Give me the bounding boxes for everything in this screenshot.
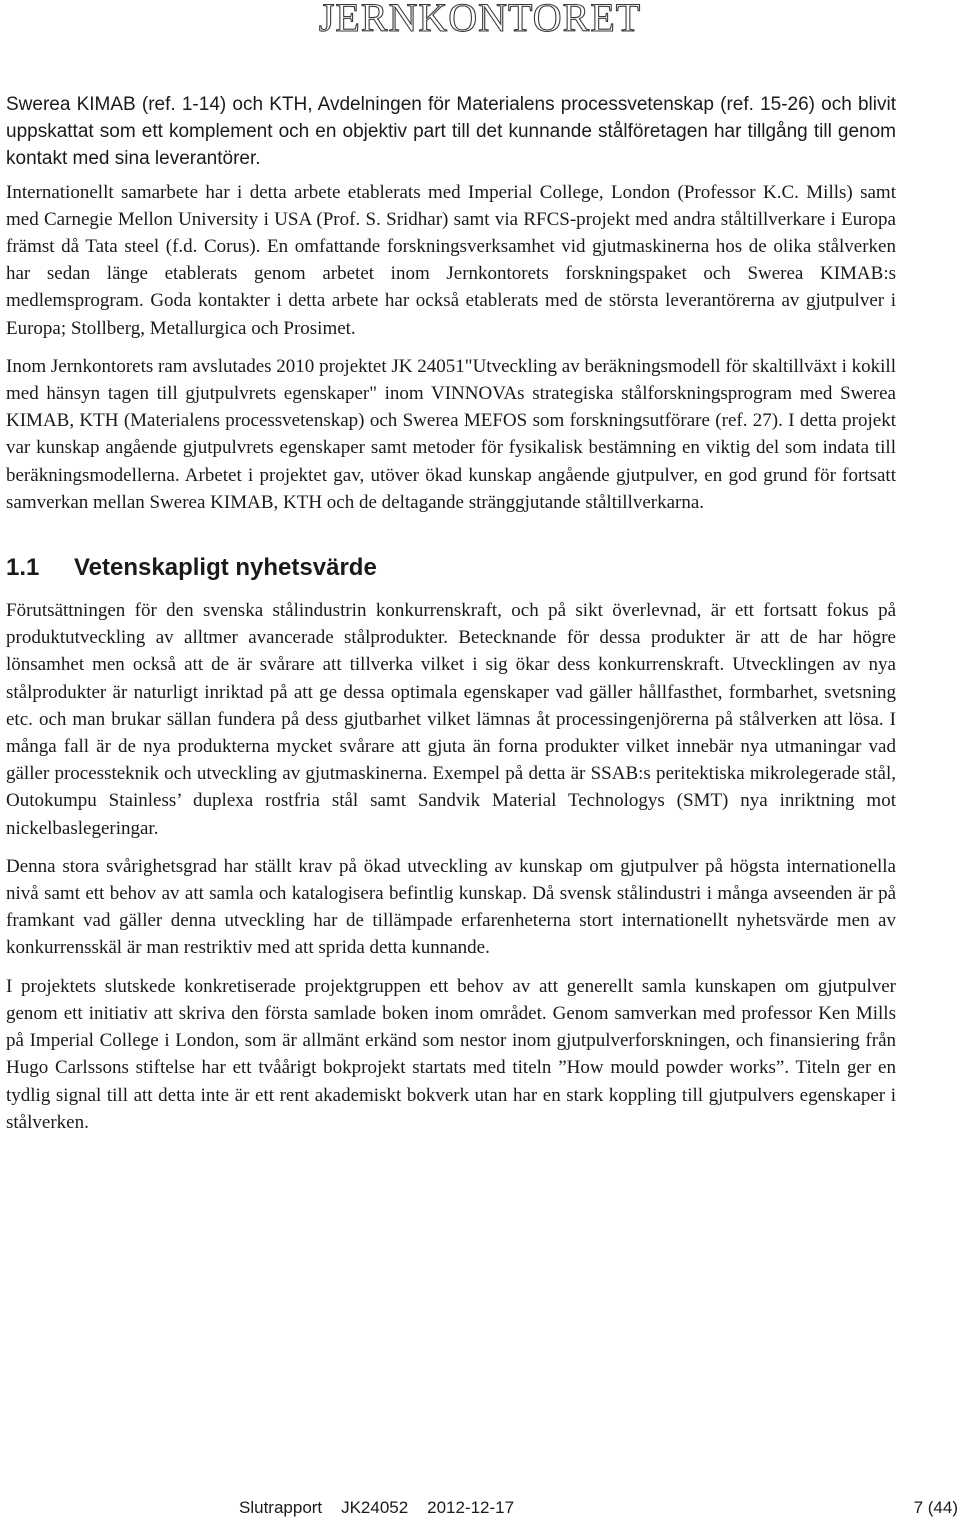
- section-number: 1.1: [6, 554, 40, 582]
- footer-report-id: JK24052: [341, 1498, 409, 1517]
- footer-report-info: [239, 1497, 514, 1519]
- footer-report-label: Slutrapport: [239, 1498, 323, 1517]
- footer-page-number: 7 (44): [913, 1498, 958, 1517]
- paragraph-partners: Swerea KIMAB (ref. 1-14) och KTH, Avdelningen för Materialens processvetenskap (ref. 15-26) och blivit uppskattat som ett komplement och en objektiv part till det kunnande stålföretagen har tillgång till genom kontakt med sina leverantörer.: [6, 94, 896, 170]
- section-heading: [6, 553, 896, 597]
- paragraph-book-project: I projektets slutskede konkretiserade projektgruppen ett behov av att generellt samla kunskapen om gjutpulver genom ett initiativ att skriva den första samlade boken inom området. Genom samverkan med professor Ken Mills på Imperial College i London, som är allmänt erkänd som nestor inom gjutpulverforskningen, och finansiering från Hugo Carlssons stiftelse har ett tvåårigt bokprojekt startats med titeln ”How mould powder works”. Titeln ger en tydlig signal till att detta inte är ett rent akademiskt bokverk utan har en stark koppling till gjutpulvers egenskaper i stålverken.: [6, 975, 896, 1133]
- footer-date: 2012-12-17: [427, 1498, 515, 1517]
- paragraph-international-cooperation: Internationellt samarbete har i detta arbete etablerats med Imperial College, London (Professor K.C. Mills) samt med Carnegie Mellon University i USA (Prof. S. Sridhar) samt via RFCS-projekt med andra ståltillverkare i Europa främst då Tata steel (f.d. Corus). En omfattande forskningsverksamhet vid gjutmaskinerna hos de olika stålverken har sedan länge etablerats genom arbetet inom Jernkontorets forskningspaket och Swerea KIMAB:s medlemsprogram. Goda kontakter i detta arbete har också etablerats med de största leverantörerna av gjutpulver i Europa; Stollberg, Metallurgica och Prosimet.: [6, 181, 896, 339]
- paragraph-competitiveness: Förutsättningen för den svenska stålindustrin konkurrenskraft, och på sikt överlevnad, är ett fortsatt fokus på produktutveckling av alltmer avancerade stålprodukter. Betecknande för dessa produkter är att de har högre lönsamhet men också att de är svårare att tillverka vilket i sig ökar dess konkurrenskraft. Utvecklingen av nya stålprodukter är naturligt inriktad på att ge dessa optimala egenskaper vad gäller hållfasthet, formbarhet, svetsning etc. och man brukar sällan fundera på dess gjutbarhet vilket lämnas åt processingenjörerna på stålverken att lösa. I många fall är de nya produkterna mycket svårare att gjuta än forna produkter vilket innebär nya utmaningar vad gäller processteknik och utveckling av gjutmaskinerna. Exempel på detta är SSAB:s peritektiska mikrolegerade stål, Outokumpu Stainless’ duplexa rostfria stål samt Sandvik Material Technologys (SMT) nya inriktning mot nickelbaslegeringar.: [6, 600, 896, 839]
- paragraph-difficulty: Denna stora svårighetsgrad har ställt krav på ökad utveckling av kunskap om gjutpulver på högsta internationella nivå samt ett behov av att samla och katalogisera befintlig kunskap. Då svensk stålindustri i många avseenden är på framkant vad gäller denna utveckling har de tillämpade erfarenheterna stort internationellt nyhetsvärde men av konkurrensskäl är man restriktiv med att sprida detta kunnande.: [6, 855, 896, 959]
- document-body: [6, 91, 896, 1136]
- paragraph-jk24051-project: Inom Jernkontorets ram avslutades 2010 projektet JK 24051"Utveckling av beräkningsmodell för skaltillväxt i kokill med hänsyn tagen till gjutpulvrets egenskaper" inom VINNOVAs strategiska stålforskningsprogram med Swerea KIMAB, KTH (Materialens processvetenskap) och Swerea MEFOS som forskningsutförare (ref. 27). I detta projekt var kunskap angående gjutpulvrets egenskaper samt metoder för fysikalisk bestämning en viktig del som indata till beräkningsmodellerna. Arbetet i projektet gav, utöver ökad kunskap angående gjutpulver, en god grund för fortsatt samverkan mellan Swerea KIMAB, KTH och de deltagande stränggjutande ståltillverkarna.: [6, 355, 896, 513]
- jernkontoret-logo: JERNKONTORET: [318, 0, 642, 40]
- section-title: Vetenskapligt nyhetsvärde: [74, 554, 377, 582]
